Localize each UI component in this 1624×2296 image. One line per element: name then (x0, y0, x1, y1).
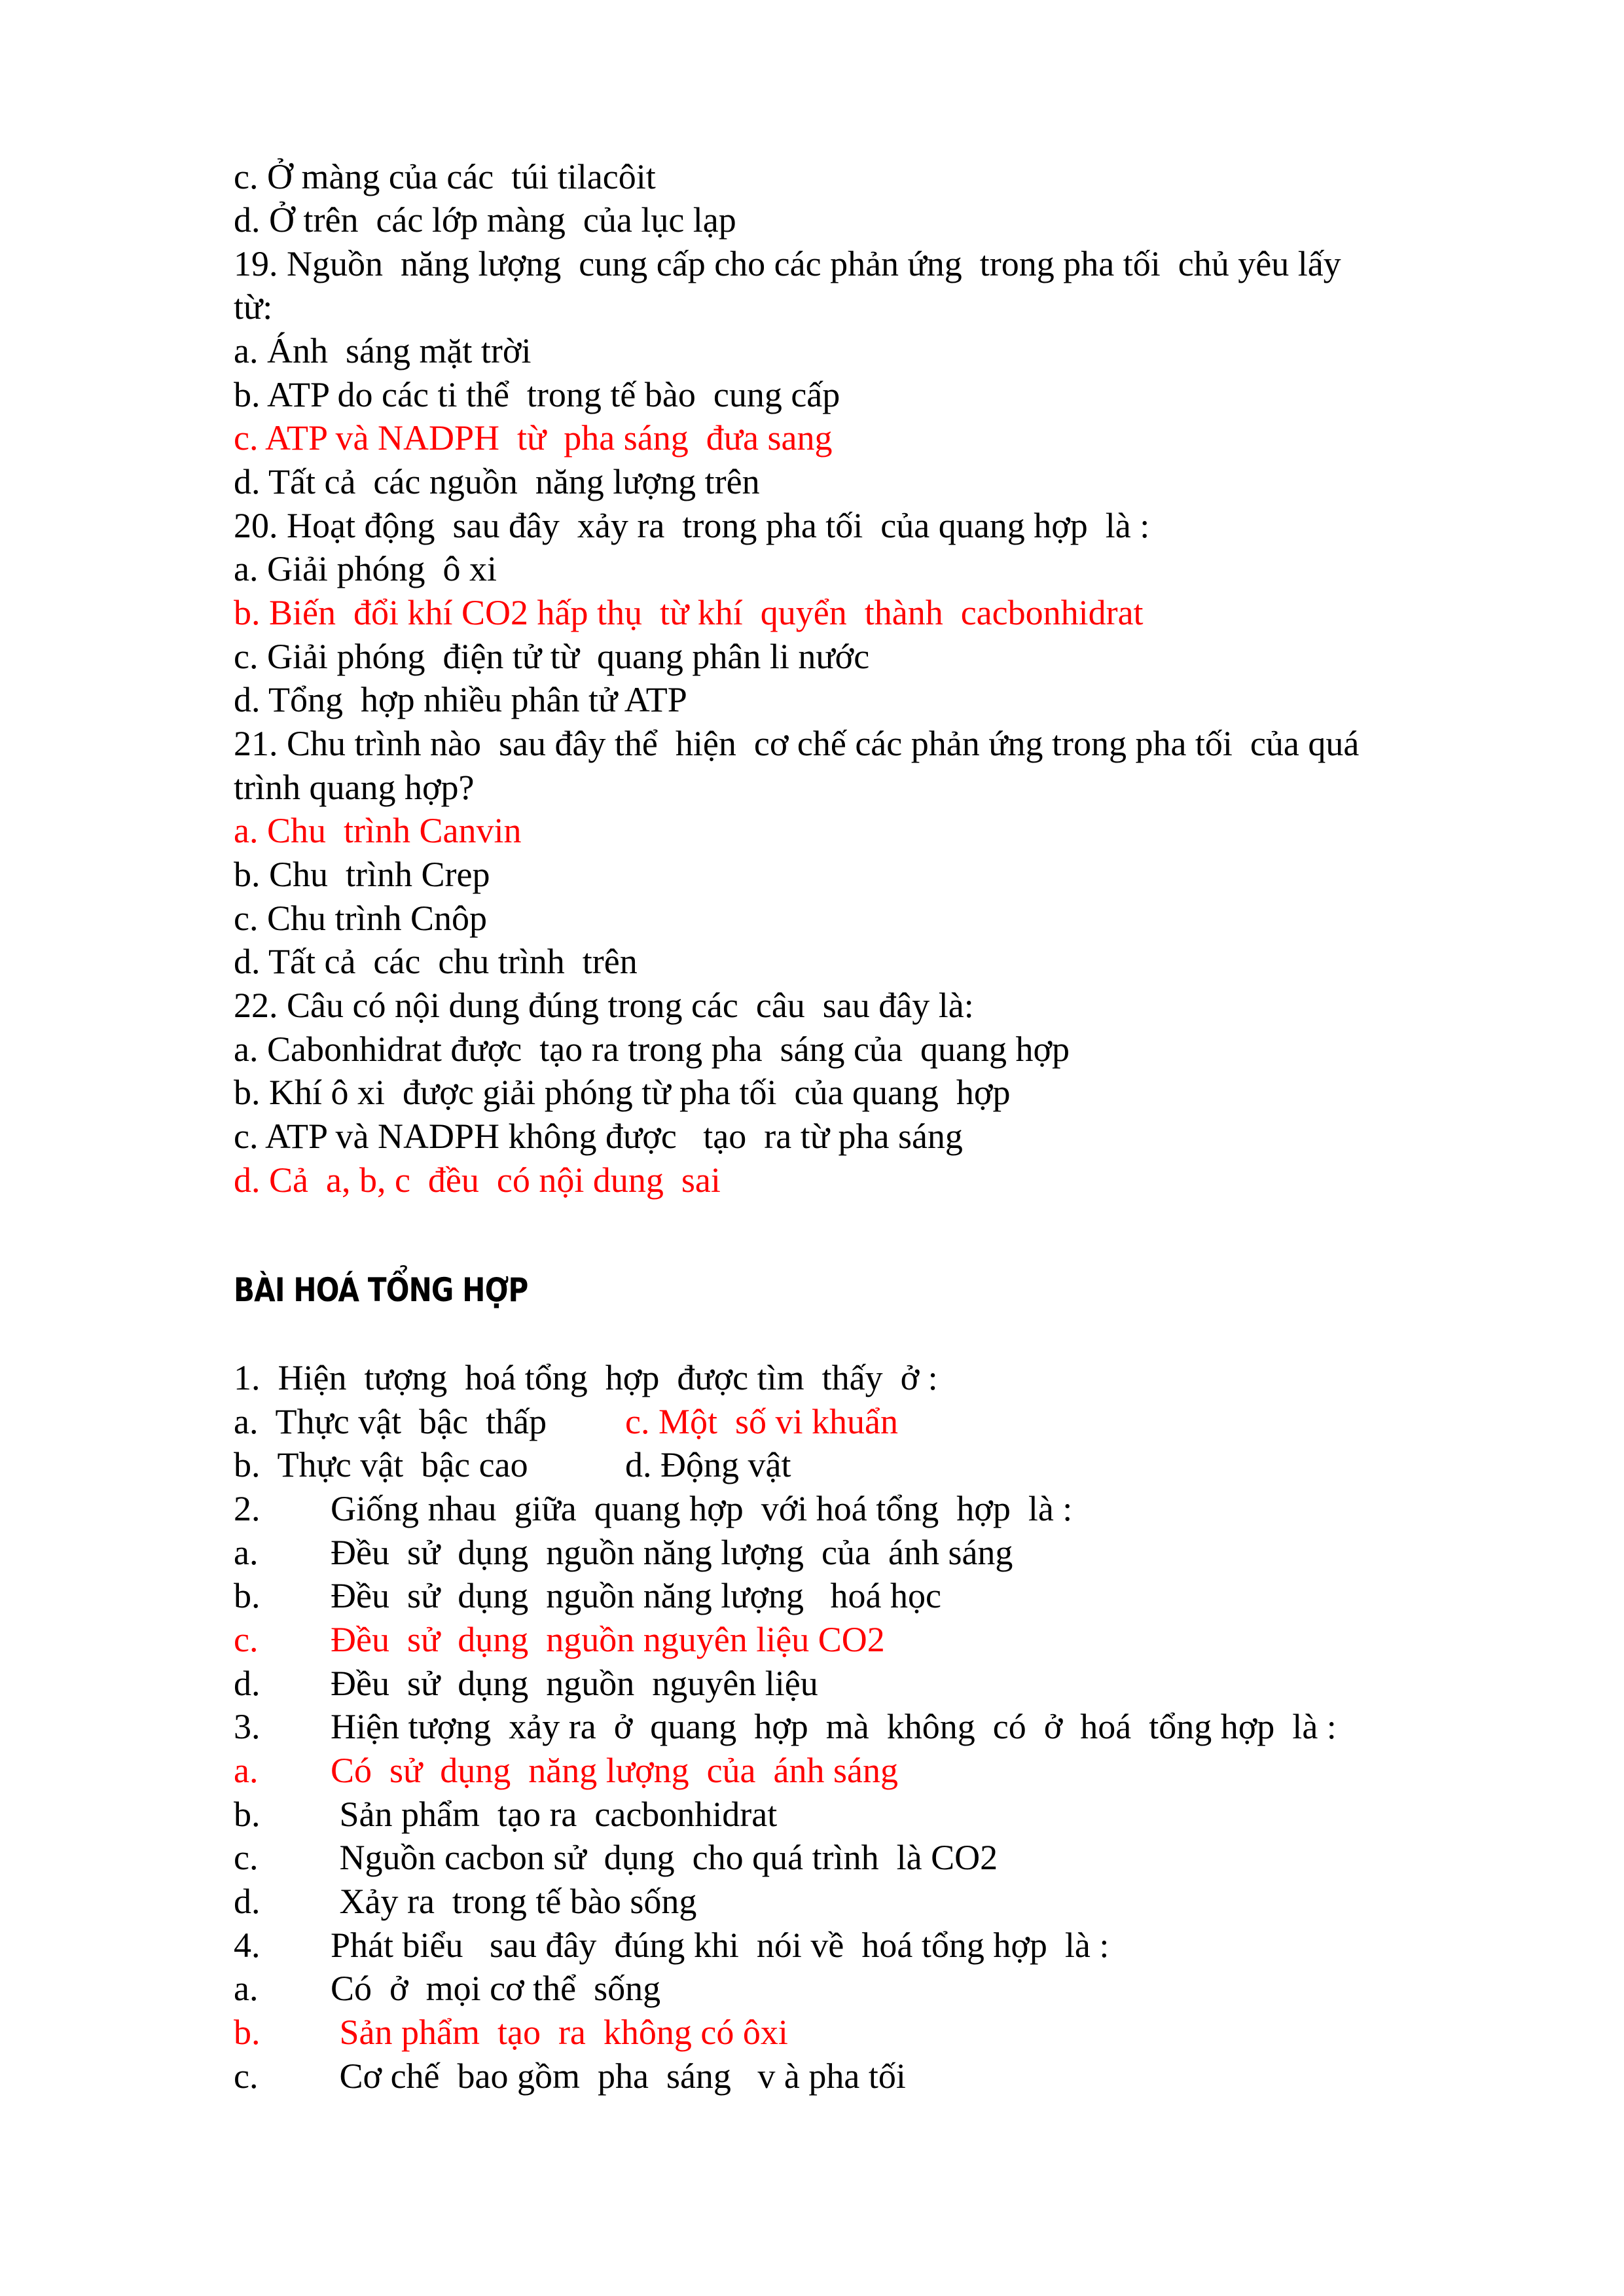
s2-q3-option-d: Xảy ra trong tế bào sống (331, 1882, 697, 1921)
s2-q3-option-b: Sản phẩm tạo ra cacbonhidrat (331, 1795, 778, 1834)
s2-q4-c-label: c. (234, 2056, 259, 2096)
s2-q2-c-label: c. (234, 1620, 259, 1659)
s2-q2-question: Giống nhau giữa quang hợp với hoá tổng hợp là : (331, 1489, 1073, 1528)
q19-option-d: d. Tất cả các nguồn năng lượng trên (234, 462, 760, 501)
q22-question: 22. Câu có nội dung đúng trong các câu sau đây là: (234, 986, 974, 1025)
s2-q4-number: 4. (234, 1926, 261, 1965)
s2-q2-option-a: Đều sử dụng nguồn năng lượng của ánh sáng (331, 1533, 1013, 1572)
s2-q3-c-label: c. (234, 1838, 259, 1877)
s2-q4-option-a: Có ở mọi cơ thể sống (331, 1969, 661, 2008)
q21-question-line1: 21. Chu trình nào sau đây thể hiện cơ chế các phản ứng trong pha tối của quá (234, 724, 1360, 763)
q22-option-c: c. ATP và NADPH không được tạo ra từ pha sáng (234, 1117, 963, 1156)
q21-option-d: d. Tất cả các chu trình trên (234, 942, 638, 981)
q20-question: 20. Hoạt động sau đây xảy ra trong pha tối của quang hợp là : (234, 506, 1150, 545)
s2-q2-number: 2. (234, 1489, 261, 1528)
q18-option-c: c. Ở màng của các túi tilacôit (234, 157, 656, 196)
section-heading: BÀI HOÁ TỔNG HỢP (234, 1271, 528, 1309)
s2-q1-option-a: a. Thực vật bậc thấp (234, 1402, 547, 1441)
q20-option-b-answer: b. Biến đổi khí CO2 hấp thụ từ khí quyển thành cacbonhidrat (234, 593, 1144, 632)
s2-q1-question: 1. Hiện tượng hoá tổng hợp được tìm thấy ở : (234, 1358, 938, 1397)
q18-option-d: d. Ở trên các lớp màng của lục lạp (234, 200, 736, 240)
q20-option-c: c. Giải phóng điện tử từ quang phân li nước (234, 637, 870, 676)
s2-q3-option-a-answer: Có sử dụng năng lượng của ánh sáng (331, 1751, 898, 1790)
s2-q1-option-d: d. Động vật (625, 1445, 791, 1484)
q22-option-b: b. Khí ô xi được giải phóng từ pha tối của quang hợp (234, 1073, 1011, 1112)
s2-q4-option-c: Cơ chế bao gồm pha sáng v à pha tối (331, 2056, 906, 2096)
s2-q2-a-label: a. (234, 1533, 259, 1572)
s2-q3-d-label: d. (234, 1882, 261, 1921)
s2-q3-b-label: b. (234, 1795, 261, 1834)
q22-option-a: a. Cabonhidrat được tạo ra trong pha sáng của quang hợp (234, 1030, 1070, 1069)
s2-q1-option-c-answer: c. Một số vi khuẩn (625, 1402, 898, 1441)
s2-q4-b-label: b. (234, 2013, 261, 2052)
q21-question-line2: trình quang hợp? (234, 768, 475, 807)
s2-q4-option-b-answer: Sản phẩm tạo ra không có ôxi (331, 2013, 788, 2052)
s2-q1-option-b: b. Thực vật bậc cao (234, 1445, 528, 1484)
q20-option-d: d. Tổng hợp nhiều phân tử ATP (234, 680, 687, 719)
s2-q3-a-label: a. (234, 1751, 259, 1790)
q22-option-d-answer: d. Cả a, b, c đều có nội dung sai (234, 1160, 721, 1200)
s2-q2-d-label: d. (234, 1664, 261, 1703)
s2-q3-number: 3. (234, 1707, 261, 1746)
s2-q2-option-c-answer: Đều sử dụng nguồn nguyên liệu CO2 (331, 1620, 885, 1659)
q19-option-b: b. ATP do các ti thể trong tế bào cung cấp (234, 375, 840, 414)
q19-option-a: a. Ánh sáng mặt trời (234, 331, 532, 370)
q19-option-c-answer: c. ATP và NADPH từ pha sáng đưa sang (234, 418, 833, 457)
q21-option-b: b. Chu trình Crep (234, 855, 490, 894)
s2-q4-question: Phát biểu sau đây đúng khi nói về hoá tổng hợp là : (331, 1926, 1110, 1965)
q21-option-a-answer: a. Chu trình Canvin (234, 811, 522, 850)
s2-q3-option-c: Nguồn cacbon sử dụng cho quá trình là CO2 (331, 1838, 998, 1877)
q19-question-line1: 19. Nguồn năng lượng cung cấp cho các phản ứng trong pha tối chủ yêu lấy (234, 244, 1341, 283)
s2-q2-option-d: Đều sử dụng nguồn nguyên liệu (331, 1664, 818, 1703)
s2-q4-a-label: a. (234, 1969, 259, 2008)
q19-question-line2: từ: (234, 287, 273, 327)
s2-q2-b-label: b. (234, 1576, 261, 1615)
q21-option-c: c. Chu trình Cnôp (234, 899, 487, 938)
s2-q2-option-b: Đều sử dụng nguồn năng lượng hoá học (331, 1576, 941, 1615)
q20-option-a: a. Giải phóng ô xi (234, 549, 497, 588)
s2-q3-question: Hiện tượng xảy ra ở quang hợp mà không có ở hoá tổng hợp là : (331, 1707, 1337, 1746)
